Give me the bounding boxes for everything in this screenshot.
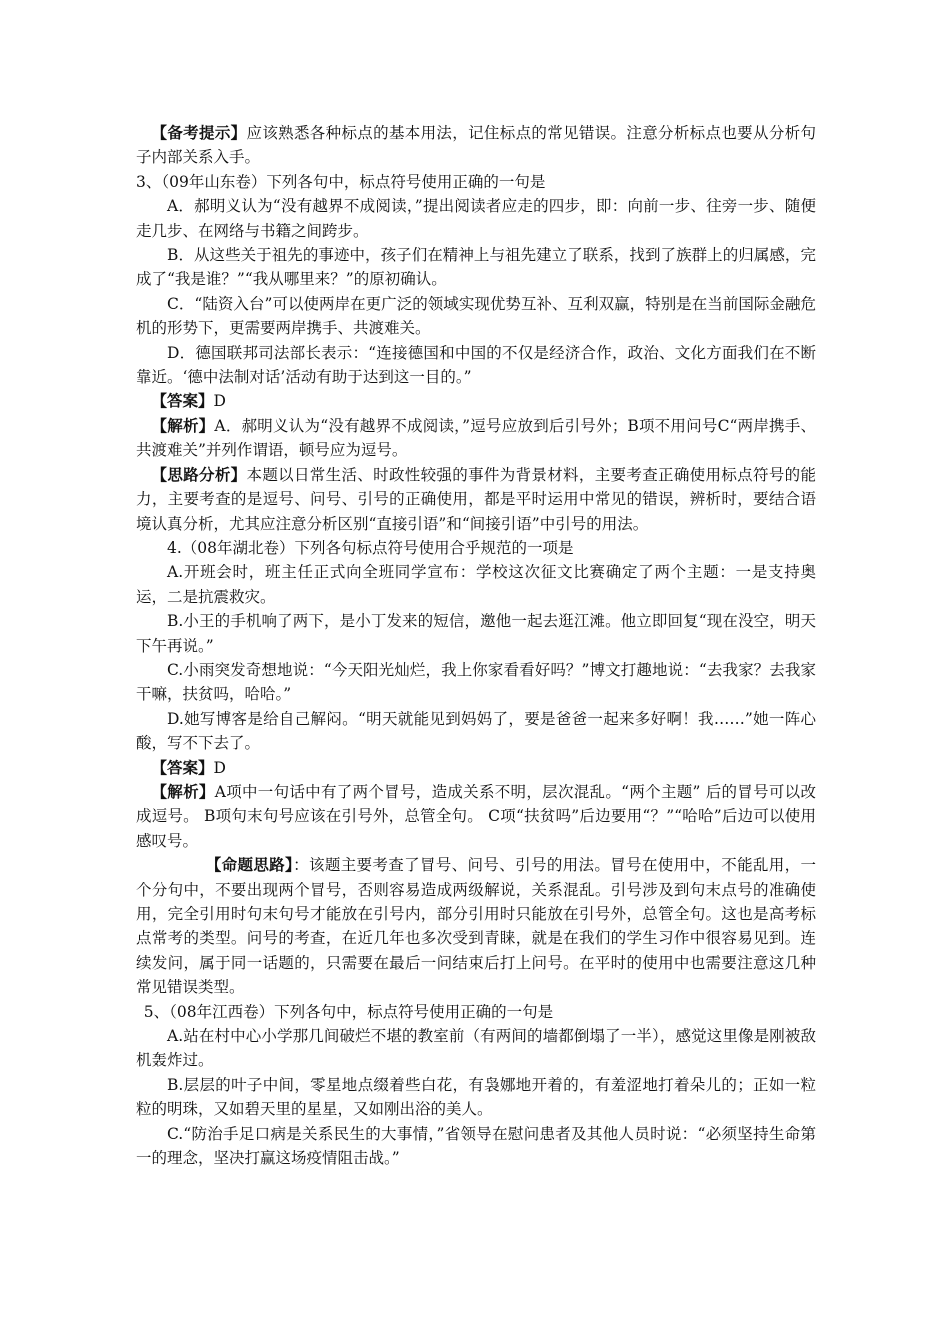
answer-label: 【答案】	[151, 391, 214, 411]
explanation-text: A．郝明义认为“没有越界不成阅读，”逗号应放到后引号外；B项不用问号C“两岸携手、共渡难关”并列作谓语，顿号应为逗号。	[136, 416, 816, 460]
reasoning-label: 【命题思路】	[205, 855, 294, 875]
analysis-label: 【思路分析】	[151, 464, 247, 484]
question-4-option-c: C.小雨突发奇想地说：“今天阳光灿烂，我上你家看看好吗？”博文打趣地说：“去我家？去我家干嘛，扶贫吗，哈哈。”	[136, 660, 816, 704]
question-3-analysis	[136, 463, 816, 536]
answer-text: D	[213, 758, 226, 777]
question-4-answer	[136, 756, 816, 780]
answer-label: 【答案】	[151, 757, 214, 777]
question-5-stem: 5、（08年江西卷）下列各句中，标点符号使用正确的一句是	[143, 1002, 554, 1021]
question-3-explanation	[136, 414, 816, 463]
question-4-option-b: B.小王的手机响了两下，是小丁发来的短信，邀他一起去逛江滩。他立即回复“现在没空，明天下午再说。”	[136, 612, 816, 655]
question-4-stem: 4.（08年湖北卷）下列各句标点符号使用合乎规范的一项是	[167, 538, 574, 557]
question-4-option-d: D.她写博客是给自己解闷。“明天就能见到妈妈了，要是爸爸一起来多好啊！我……”她一阵心酸，写不下去了。	[136, 709, 816, 753]
explanation-text: A项中一句话中有了两个冒号，造成关系不明，层次混乱。“两个主题” 后的冒号可以改成逗号。 B项句末句号应该在引号外，总管全句。 C项“扶贫吗”后边要用“？”“哈哈”后边可以使用感叹号。	[136, 782, 816, 850]
question-4-reasoning	[136, 853, 816, 999]
exam-tip-paragraph	[136, 121, 816, 170]
reasoning-text: ：该题主要考查了冒号、问号、引号的用法。冒号在使用中，不能乱用，一个分句中，不要出现两个冒号，否则容易造成两级解说，关系混乱。引号涉及到句末点号的准确使用，完全引用时句末句号才能放在引号内，部分引用时只能放在引号外，总管全句。这也是高考标点常考的类型。问号的考查，在近几年也多次受到青睐，就是在我们的学生习作中很容易见到。连续发问，属于同一话题的，只需要在最后一问结束后打上问号。在平时的使用中也需要注意这几种常见错误类型。	[136, 856, 816, 997]
question-3-option-a: A．郝明义认为“没有越界不成阅读，”提出阅读者应走的四步，即：向前一步、往旁一步、随便走几步、在网络与书籍之间跨步。	[136, 197, 816, 240]
question-3-answer	[136, 389, 816, 413]
question-3-option-d: D．德国联邦司法部长表示：“连接德国和中国的不仅是经济合作，政治、文化方面我们在不断靠近。‘德中法制对话’活动有助于达到这一目的。”	[136, 343, 816, 387]
answer-text: D	[213, 392, 226, 411]
question-3-option-c: C．“陆资入台”可以使两岸在更广泛的领域实现优势互补、互利双赢，特别是在当前国际金融危机的形势下，更需要两岸携手、共渡难关。	[136, 294, 816, 338]
question-5-option-b: B.层层的叶子中间，零星地点缀着些白花，有袅娜地开着的，有羞涩地打着朵儿的；正如一粒粒的明珠，又如碧天里的星星，又如刚出浴的美人。	[136, 1075, 816, 1119]
exam-tip-text: 应该熟悉各种标点的基本用法，记住标点的常见错误。注意分析标点也要从分析句子内部关系入手。	[136, 124, 816, 167]
question-5-option-a: A.站在村中心小学那几间破烂不堪的教室前（有两间的墙都倒塌了一半），感觉这里像是刚被敌机轰炸过。	[136, 1027, 816, 1070]
exam-tip-label: 【备考提示】	[151, 123, 247, 142]
question-5-option-c: C.“防治手足口病是关系民生的大事情，”省领导在慰问患者及其他人员时说：“必须坚持生命第一的理念，坚决打赢这场疫情阻击战。”	[136, 1124, 816, 1168]
analysis-text: 本题以日常生活、时政性较强的事件为背景材料，主要考查正确使用标点符号的能力，主要考查的是逗号、问号、引号的正确使用，都是平时运用中常见的错误，辨析时，要结合语境认真分析，尤其应注意分析区别“直接引语”和“间接引语”中引号的用法。	[136, 465, 816, 533]
question-4-option-a: A.开班会时，班主任正式向全班同学宣布：学校这次征文比赛确定了两个主题：一是支持奥运，二是抗震救灾。	[136, 563, 816, 606]
document-body	[136, 121, 816, 1170]
question-4-explanation	[136, 780, 816, 853]
question-3-option-b: B．从这些关于祖先的事迹中，孩子们在精神上与祖先建立了联系，找到了族群上的归属感，完成了“我是谁？”“我从哪里来？”的原初确认。	[136, 246, 816, 289]
question-3-stem: 3、（09年山东卷）下列各句中，标点符号使用正确的一句是	[136, 172, 546, 191]
explanation-label: 【解析】	[151, 415, 215, 435]
explanation-label: 【解析】	[151, 781, 215, 801]
